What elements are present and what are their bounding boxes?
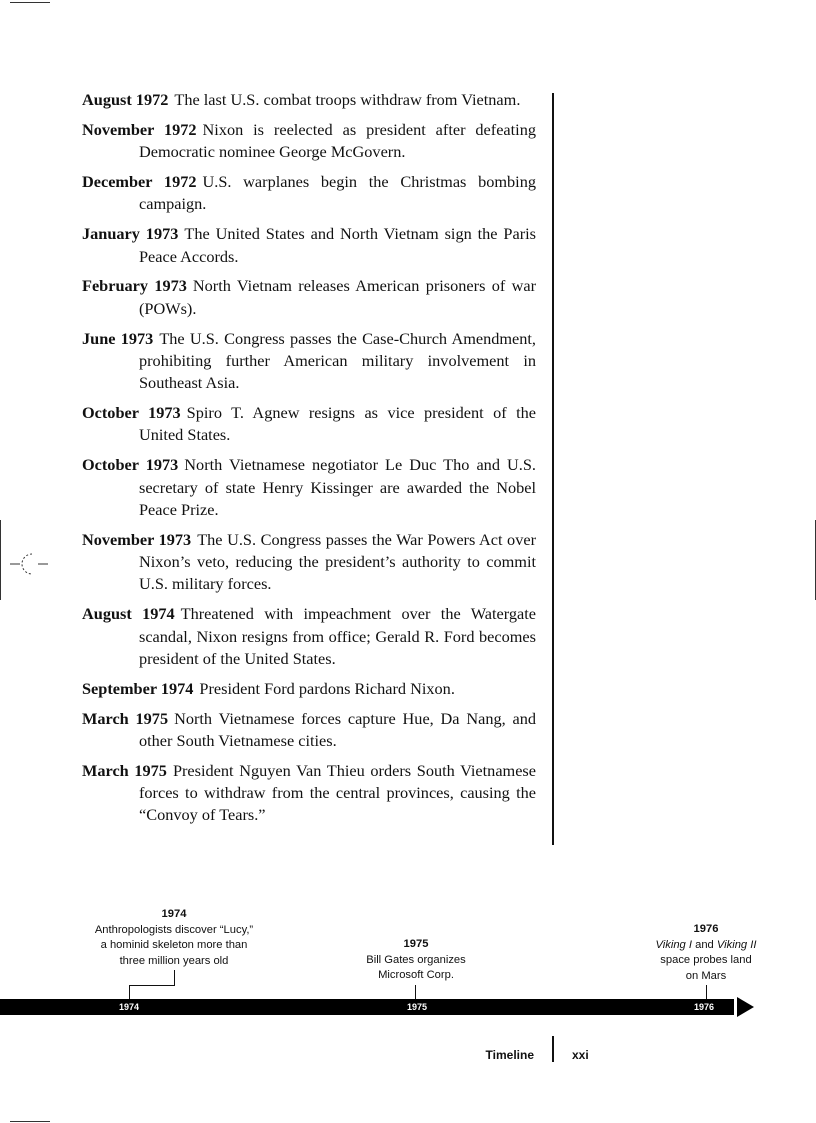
entry <box>82 760 536 827</box>
entry-text: The last U.S. combat troops withdraw from Vietnam. <box>174 90 521 109</box>
entry <box>82 708 536 753</box>
crop-mark-top-left <box>10 2 50 3</box>
arrow-right-icon <box>737 997 754 1017</box>
timeline-event-line: on Mars <box>685 969 727 982</box>
timeline-event-1974 <box>82 907 266 969</box>
probe-name: Viking II <box>716 938 757 951</box>
entry-text: Spiro T. Agnew resigns as vice president of the United States. <box>139 403 536 445</box>
timeline-event-year: 1976 <box>693 923 719 935</box>
entry-text: The U.S. Congress passes the Case-Church Amendment, prohibiting further American military involvement in Southeast Asia. <box>139 328 536 393</box>
entry-date: March 1975 <box>82 708 169 728</box>
timeline-event-year: 1974 <box>161 908 187 920</box>
timeline-event-1976 <box>636 922 776 984</box>
entry-text: President Ford pardons Richard Nixon. <box>199 678 455 698</box>
entry <box>82 275 536 320</box>
timeline-bar-label: 1976 <box>694 1002 715 1012</box>
entry-date: February 1973 <box>82 276 187 296</box>
entry-date: August 1974 <box>82 604 175 624</box>
crop-mark-bottom-left <box>10 1121 50 1122</box>
entry-date: October 1973 <box>82 455 179 475</box>
entry <box>82 678 536 700</box>
entry <box>82 171 536 216</box>
timeline-connector <box>706 985 707 999</box>
timeline-connector <box>174 970 175 986</box>
entry <box>82 89 536 111</box>
entry-date: August 1972 <box>82 90 169 109</box>
entry-text: U.S. warplanes begin the Christmas bombing campaign. <box>139 172 536 214</box>
entry-text: North Vietnamese forces capture Hue, Da Nang, and other South Vietnamese cities. <box>139 708 536 750</box>
page-number: xxi <box>572 1048 589 1062</box>
entry-text: Threatened with impeachment over the Watergate scandal, Nixon resigns from office; Gerald R. Ford becomes president of the United States. <box>139 604 537 668</box>
timeline-connector <box>129 985 130 999</box>
timeline-event-line: space probes land <box>660 954 752 966</box>
entry <box>82 603 536 670</box>
timeline-connector <box>129 985 175 986</box>
vertical-rule <box>552 93 554 845</box>
entry <box>82 328 536 395</box>
entry-text: President Nguyen Van Thieu orders South Vietnamese forces to withdraw from the central provinces, causing the “Convoy of Tears.” <box>139 760 536 825</box>
entry-text: Nixon is reelected as president after defeating Democratic nominee George McGovern. <box>139 119 536 162</box>
conjunction: and <box>692 938 717 951</box>
entry-date: November 1973 <box>82 529 192 549</box>
timeline-bar-label: 1974 <box>119 1002 140 1012</box>
entry-date: October 1973 <box>82 403 181 423</box>
timeline-event-line: Anthropologists discover “Lucy,” <box>94 923 254 936</box>
entry-date: January 1973 <box>82 224 179 244</box>
entry <box>82 402 536 447</box>
running-footer-title: Timeline <box>485 1048 534 1062</box>
timeline-event-line: Microsoft Corp. <box>378 969 454 981</box>
timeline-connector <box>415 985 416 999</box>
footer-rule <box>552 1036 554 1062</box>
timeline-bar-label: 1975 <box>407 1002 428 1012</box>
registration-mark-icon <box>10 550 50 578</box>
timeline-event-line <box>636 938 776 954</box>
entry <box>82 119 536 164</box>
entry-text: North Vietnamese negotiator Le Duc Tho and U.S. secretary of state Henry Kissinger are awarded the Nobel Peace Prize. <box>139 455 536 519</box>
entry <box>82 223 536 268</box>
entry-date: September 1974 <box>82 678 194 698</box>
crop-mark-left-side <box>0 520 1 600</box>
timeline-event-year: 1975 <box>403 938 429 950</box>
entry-date: June 1973 <box>82 328 154 348</box>
timeline-bar <box>0 999 734 1015</box>
timeline-event-line: Bill Gates organizes <box>366 953 466 966</box>
timeline-event-1975 <box>346 937 486 984</box>
entry <box>82 454 536 521</box>
timeline-event-line: three million years old <box>119 954 229 967</box>
entry-text: The United States and North Vietnam sign the Paris Peace Accords. <box>139 224 536 266</box>
entry-date: December 1972 <box>82 172 197 192</box>
entry-text: The U.S. Congress passes the War Powers Act over Nixon’s veto, reducing the president’s authority to commit U.S. military forces. <box>139 529 536 594</box>
entry-date: November 1972 <box>82 119 197 139</box>
entry-date: March 1975 <box>82 760 167 780</box>
entry <box>82 529 536 596</box>
chronology-entries <box>82 89 536 834</box>
timeline-event-line: a hominid skeleton more than <box>100 939 248 951</box>
entry-text: North Vietnam releases American prisoners of war (POWs). <box>139 276 536 318</box>
probe-name: Viking I <box>655 938 692 951</box>
